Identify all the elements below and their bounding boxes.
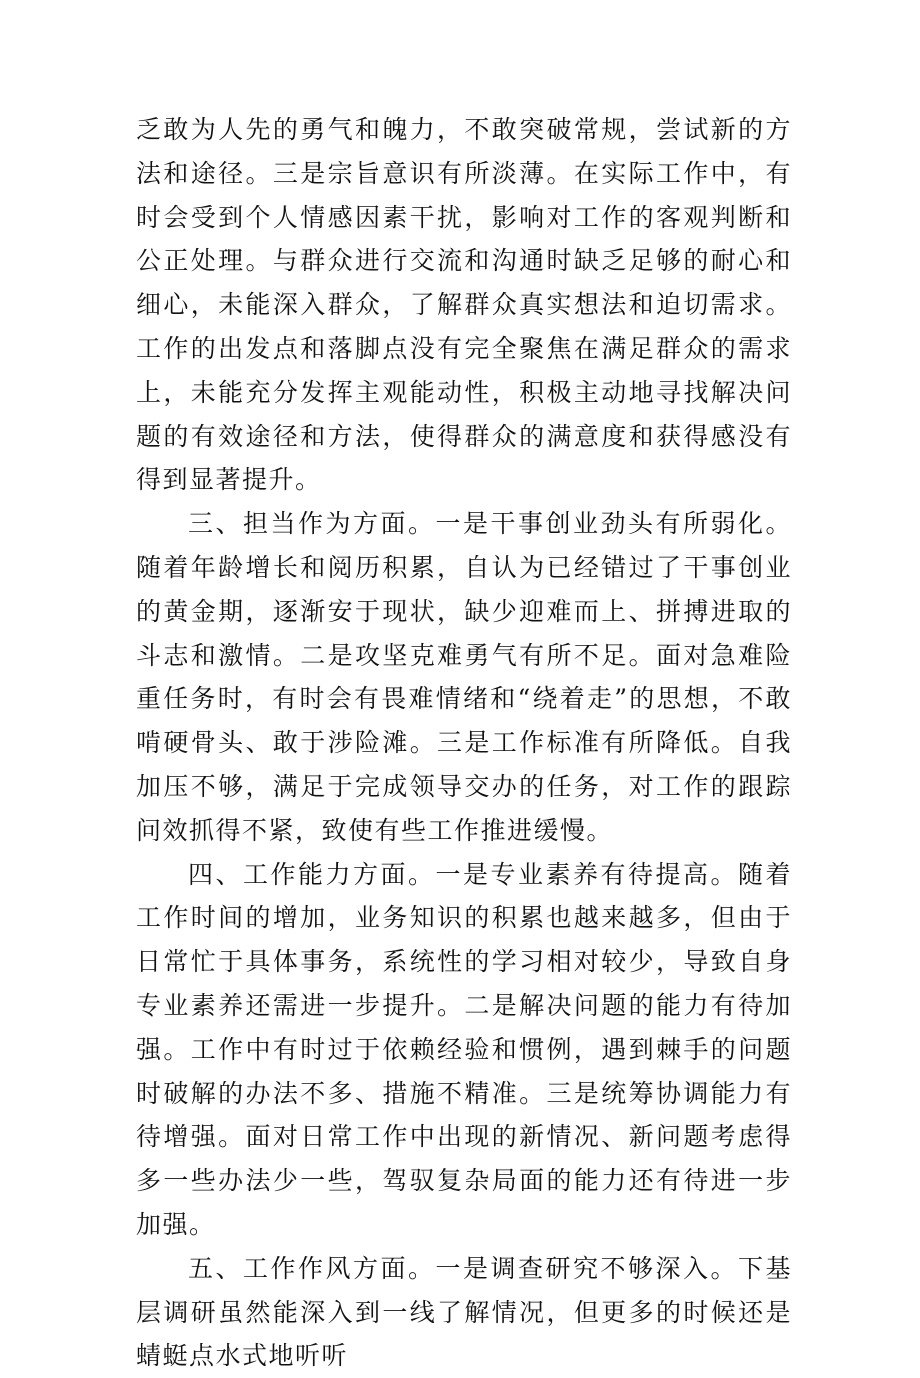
paragraph-section-four: 四、工作能力方面。一是专业素养有待提高。随着工作时间的增加，业务知识的积累也越来越多，但由于日常忙于具体事务，系统性的学习相对较少，导致自身专业素养还需进一步提升。二是解决问题的能力有待加强。工作中有时过于依赖经验和惯例，遇到棘手的问题时破解的办法不多、措施不精准。三是统筹协调能力有待增强。面对日常工作中出现的新情况、新问题考虑得多一些办法少一些，驾驭复杂局面的能力还有待进一步加强。 (136, 859, 792, 1239)
paragraph-section-five: 五、工作作风方面。一是调查研究不够深入。下基层调研虽然能深入到一线了解情况，但更多的时候还是蜻蜓点水式地听听 (136, 1253, 792, 1371)
paragraph-section-three: 三、担当作为方面。一是干事创业劲头有所弱化。随着年龄增长和阅历积累，自认为已经错过了干事创业的黄金期，逐渐安于现状，缺少迎难而上、拼搏进取的斗志和激情。二是攻坚克难勇气有所不足。面对急难险重任务时，有时会有畏难情绪和“绕着走”的思想，不敢啃硬骨头、敢于涉险滩。三是工作标准有所降低。自我加压不够，满足于完成领导交办的任务，对工作的跟踪问效抓得不紧，致使有些工作推进缓慢。 (136, 509, 792, 845)
paragraph-continuation: 乏敢为人先的勇气和魄力，不敢突破常规，尝试新的方法和途径。三是宗旨意识有所淡薄。在实际工作中，有时会受到个人情感因素干扰，影响对工作的客观判断和公正处理。与群众进行交流和沟通时缺乏足够的耐心和细心，未能深入群众，了解群众真实想法和迫切需求。工作的出发点和落脚点没有完全聚焦在满足群众的需求上，未能充分发挥主观能动性，积极主动地寻找解决问题的有效途径和方法，使得群众的满意度和获得感没有得到显著提升。 (136, 115, 792, 495)
document-body (136, 108, 792, 1378)
